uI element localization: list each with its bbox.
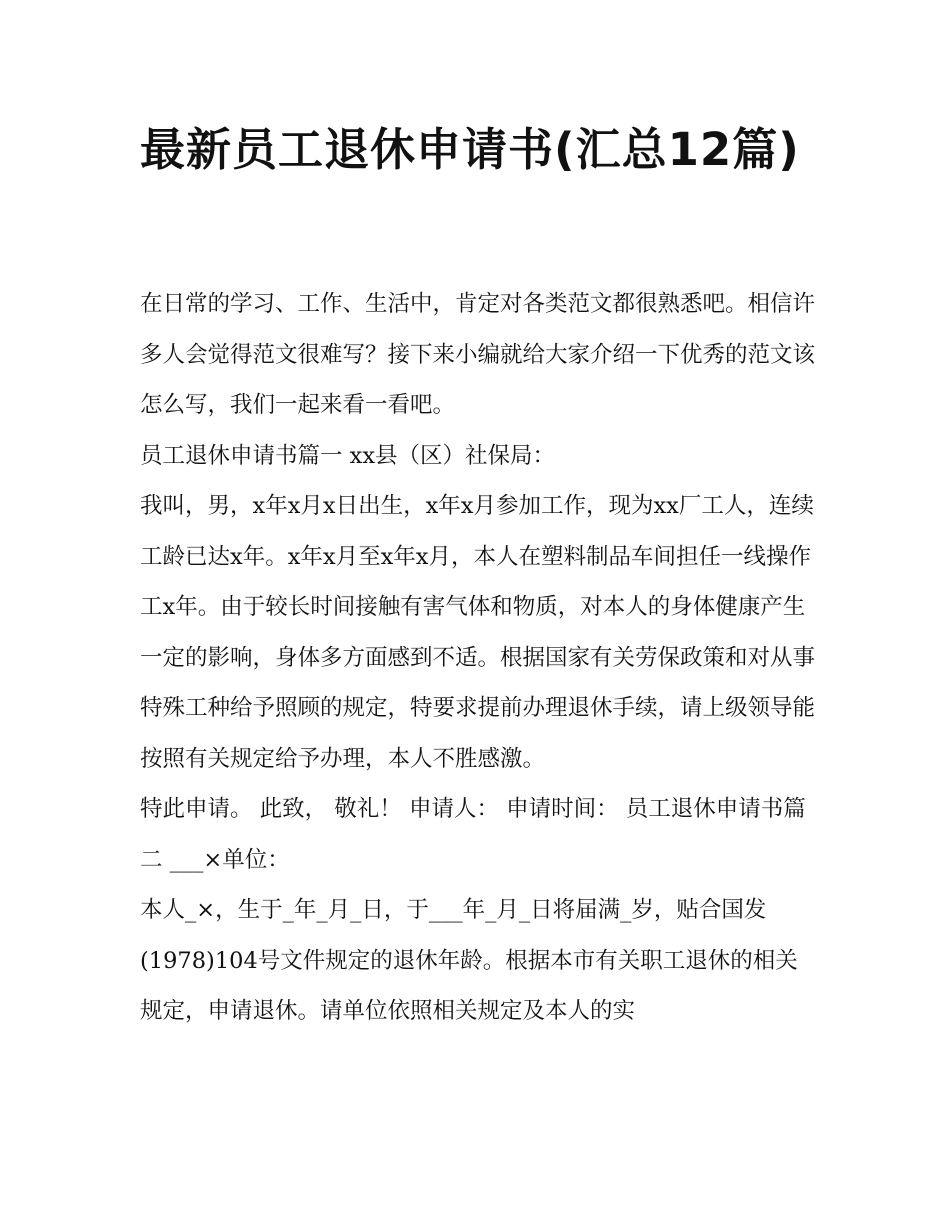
body-paragraph: 本人_×，生于_年_月_日，于___年_月_日将届满_岁，贴合国发(1978)104号文件规定的退休年龄。根据本市有关职工退休的相关规定，申请退休。请单位依照相关规定及本人的实 [140,897,798,1024]
section-heading-1: 员工退休申请书篇一 xx县（区）社保局： [140,442,556,469]
body-paragraph: 我叫，男，x年x月x日出生，x年x月参加工作，现为xx厂工人，连续工龄已达x年。x年x月至x年x月，本人在塑料制品车间担任一线操作工x年。由于较长时间接触有害气体和物质，对本人的身体健康产生一定的影响，身体多方面感到不适。根据国家有关劳保政策和对从事特殊工种给予照顾的规定，特要求提前办理退休手续，请上级领导能按照有关规定给予办理，本人不胜感激。 [140,493,816,772]
document-title: 最新员工退休申请书(汇总12篇) [140,123,800,176]
closing-paragraph: 特此申请。 此致， 敬礼！ 申请人： 申请时间： 员工退休申请书篇二 ___×单位： [140,796,806,873]
document-body [140,279,820,1037]
intro-paragraph: 在日常的学习、工作、生活中，肯定对各类范文都很熟悉吧。相信许多人会觉得范文很难写？接下来小编就给大家介绍一下优秀的范文该怎么写，我们一起来看一看吧。 [140,291,816,418]
